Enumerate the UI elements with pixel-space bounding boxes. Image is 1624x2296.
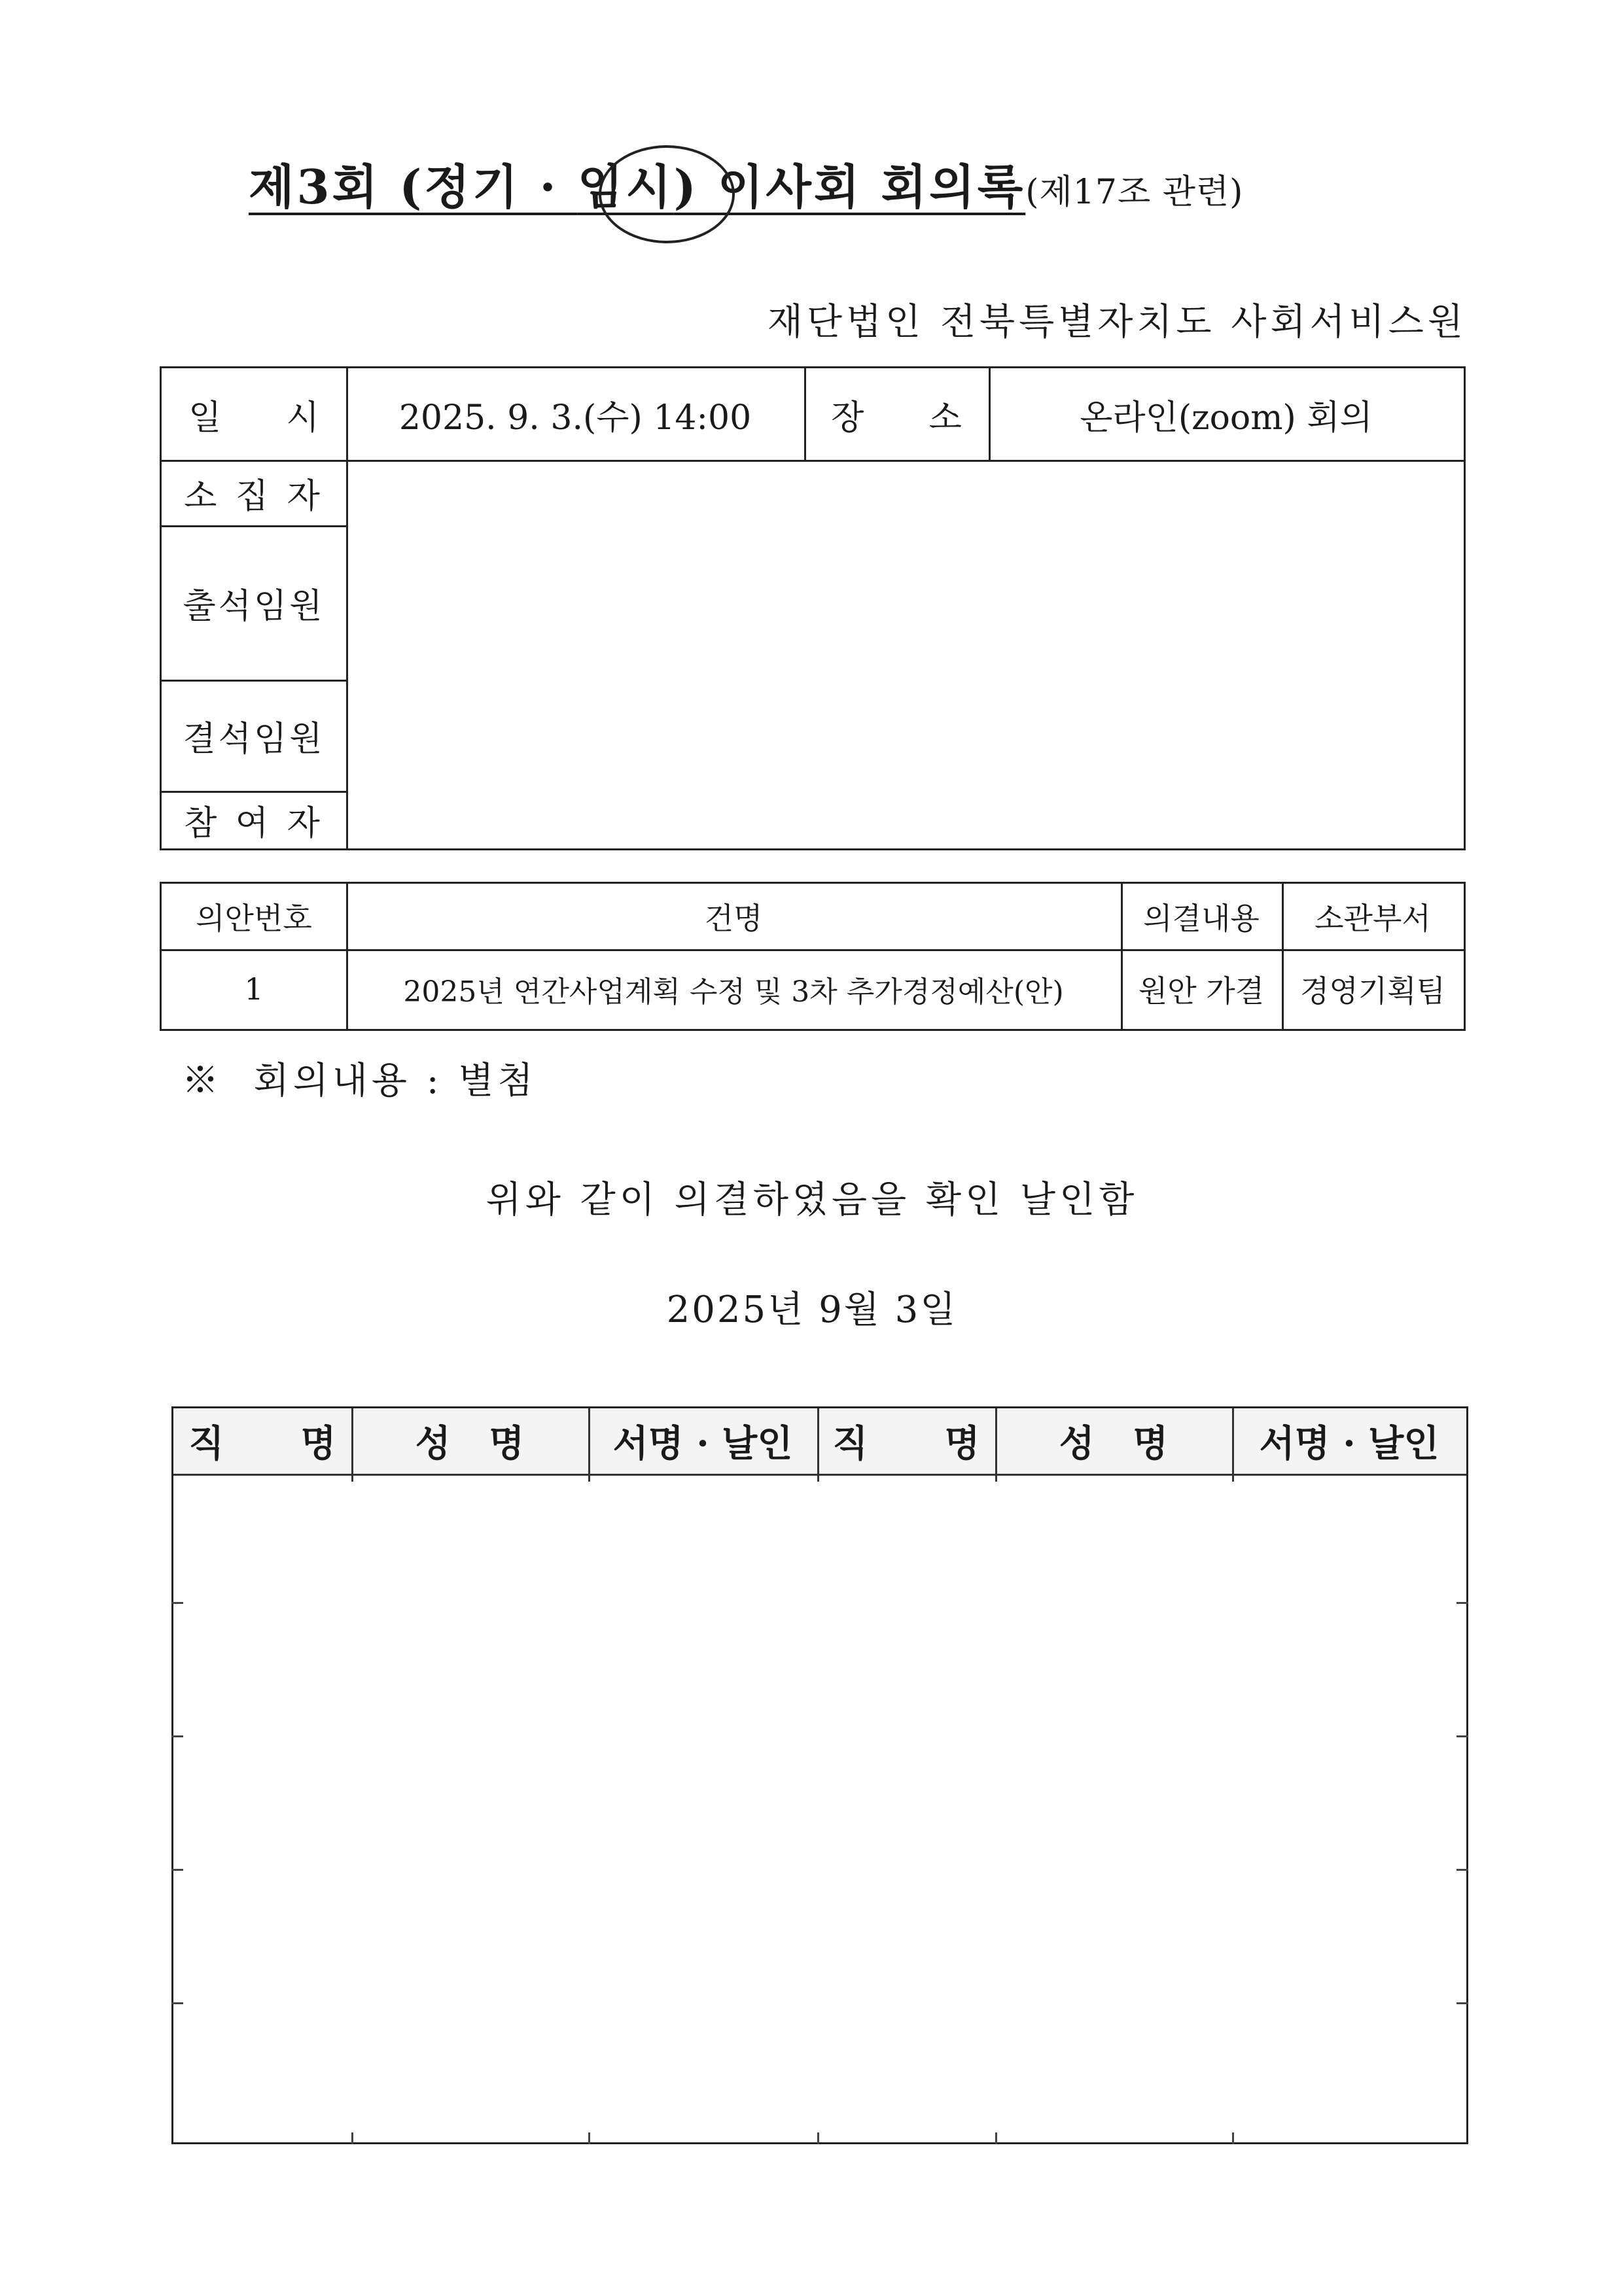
signature-table bbox=[171, 1406, 1468, 2144]
table-divider bbox=[173, 1474, 1466, 1476]
organization-name: 재단법인 전북특별자치도 사회서비스원 bbox=[767, 301, 1467, 343]
table-divider bbox=[588, 1408, 590, 1482]
column-tick bbox=[995, 2132, 997, 2144]
meeting-content-note: ※ 회의내용 : 별첨 bbox=[182, 1060, 537, 1102]
attending-label: 출석임원 bbox=[183, 586, 325, 626]
meeting-info-table bbox=[160, 366, 1466, 850]
agenda-row-number: 1 bbox=[244, 971, 264, 1007]
row-tick bbox=[1456, 1735, 1468, 1737]
agenda-header-number: 의안번호 bbox=[196, 901, 312, 936]
signing-date: 2025년 9월 3일 bbox=[666, 1289, 958, 1331]
sig-header-signature-2: 서명 · 날인 bbox=[1232, 1408, 1466, 1474]
agenda-header-decision: 의결내용 bbox=[1143, 901, 1260, 936]
column-tick bbox=[588, 2132, 590, 2144]
table-divider bbox=[351, 1408, 353, 1482]
agenda-header-department: 소관부서 bbox=[1315, 901, 1431, 936]
row-tick bbox=[1456, 1602, 1468, 1604]
datetime-value: 2025. 9. 3.(수) 14:00 bbox=[398, 398, 752, 438]
title-main: 제3회 (정기 · 임시) 이사회 회의록 bbox=[249, 159, 1026, 215]
table-divider bbox=[1232, 1408, 1234, 1482]
row-tick bbox=[171, 1869, 183, 1871]
confirmation-statement: 위와 같이 의결하였음을 확인 날인함 bbox=[485, 1179, 1139, 1221]
agenda-row-title: 2025년 연간사업계획 수정 및 3차 추가경정예산(안) bbox=[403, 975, 1064, 1009]
participants-label: 참 여 자 bbox=[184, 803, 324, 843]
row-tick bbox=[1456, 2002, 1468, 2004]
table-divider bbox=[817, 1408, 819, 1482]
agenda-row-decision: 원안 가결 bbox=[1138, 973, 1265, 1009]
datetime-label: 일 시 bbox=[188, 398, 319, 438]
column-tick bbox=[817, 2132, 819, 2144]
absent-label: 결석임원 bbox=[183, 719, 325, 759]
agenda-row-department: 경영기획팀 bbox=[1299, 973, 1446, 1009]
column-tick bbox=[351, 2132, 353, 2144]
table-divider bbox=[995, 1408, 997, 1482]
agenda-header-title: 건명 bbox=[704, 901, 763, 936]
sig-header-name-2: 성 명 bbox=[995, 1408, 1232, 1474]
sig-header-name-1: 성 명 bbox=[351, 1408, 588, 1474]
row-tick bbox=[1456, 1869, 1468, 1871]
title-subtitle: (제17조 관련) bbox=[1025, 173, 1244, 212]
agenda-table bbox=[160, 882, 1466, 1031]
column-tick bbox=[1232, 2132, 1234, 2144]
place-label: 장 소 bbox=[831, 398, 962, 438]
row-tick bbox=[171, 2002, 183, 2004]
sig-header-position-1: 직 명 bbox=[173, 1408, 351, 1474]
circle-mark bbox=[599, 145, 735, 243]
sig-header-signature-1: 서명 · 날인 bbox=[588, 1408, 817, 1474]
place-value: 온라인(zoom) 회의 bbox=[1080, 398, 1373, 438]
row-tick bbox=[171, 1735, 183, 1737]
sig-header-position-2: 직 명 bbox=[817, 1408, 995, 1474]
table-divider bbox=[162, 460, 1464, 462]
title-circled-option: 임시 bbox=[577, 159, 674, 215]
convener-label: 소 집 자 bbox=[184, 476, 324, 516]
row-tick bbox=[171, 1602, 183, 1604]
document-title bbox=[249, 149, 1387, 228]
